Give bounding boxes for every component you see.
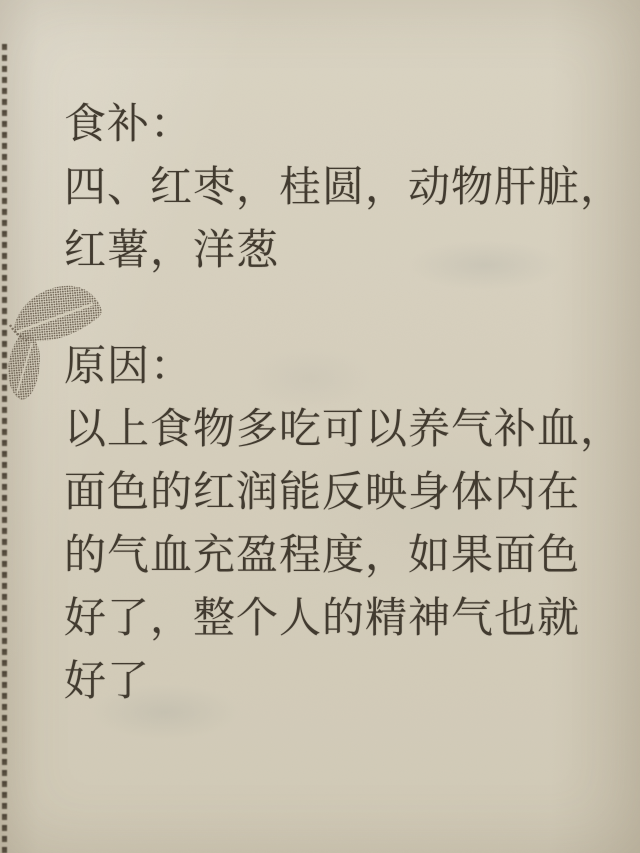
text-line: 好了，整个人的精神气也就	[64, 596, 581, 642]
text-line: 红薯，洋葱	[64, 228, 280, 274]
section-food-supplement	[64, 94, 624, 283]
section-reason	[64, 336, 624, 714]
section-title: 食补：	[64, 102, 194, 148]
text-line: 的气血充盈程度，如果面色	[64, 533, 581, 579]
text-line: 以上食物多吃可以养气补血，	[64, 407, 624, 453]
text-line: 面色的红润能反映身体内在	[64, 470, 581, 516]
section-title: 原因：	[64, 344, 194, 390]
text-line: 四、红枣，桂圆，动物肝脏，	[64, 165, 624, 211]
text-line: 好了	[64, 659, 151, 705]
binding-stitch-line	[2, 44, 7, 853]
